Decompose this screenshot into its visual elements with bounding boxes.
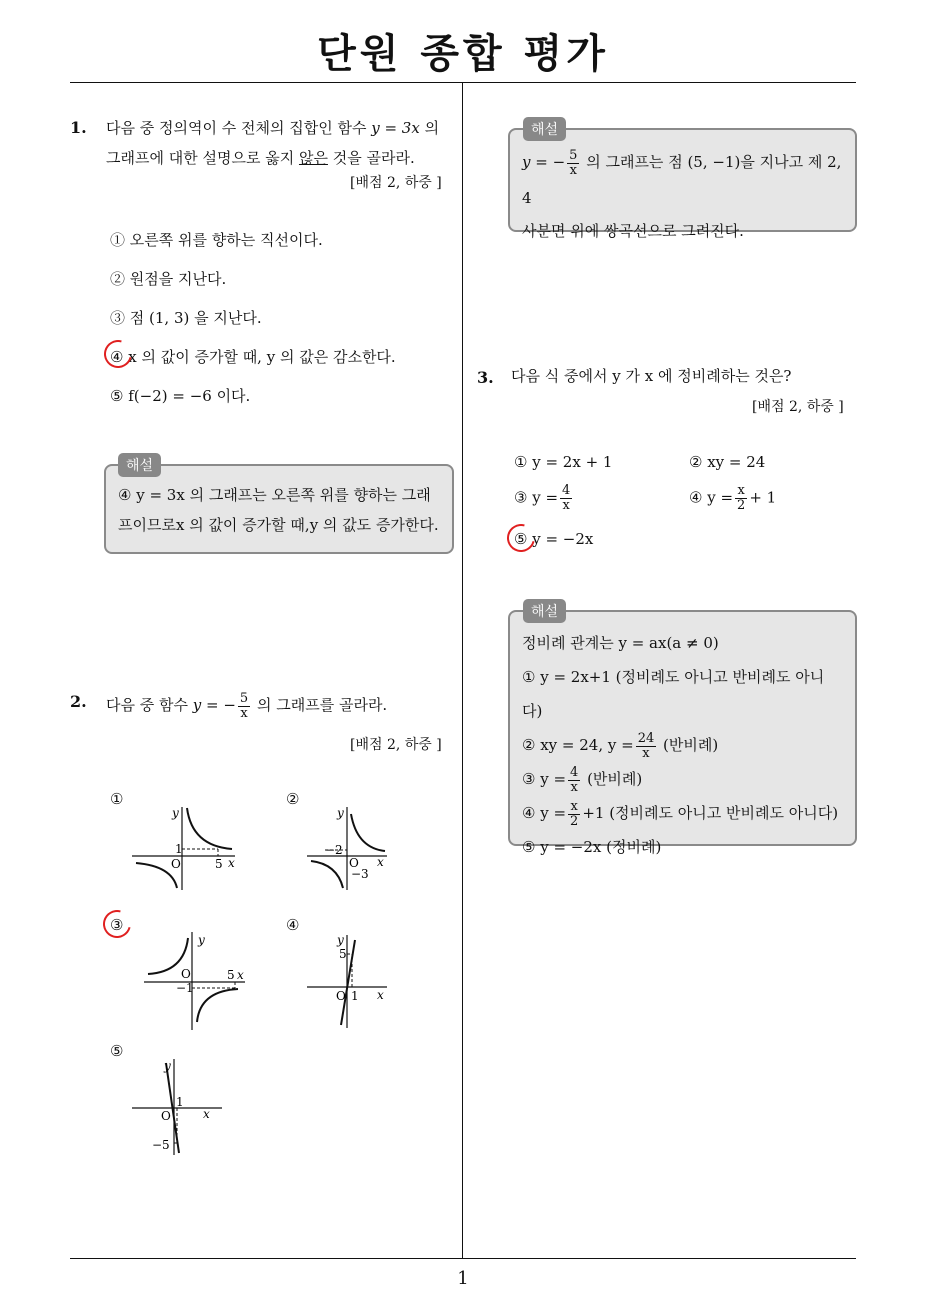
q3-answer-line-2: ① y = 2x+1 (정비례도 아니고 반비례도 아니다) <box>522 668 825 720</box>
q2-answer-tag: 해설 <box>523 117 566 141</box>
q3-number: 3. <box>477 368 494 387</box>
graph1-tick-1: 1 <box>175 842 183 856</box>
q3-answer-line-6: ⑤ y = −2x (정비례) <box>522 838 662 856</box>
top-rule <box>70 82 856 83</box>
graph2-x-label: x <box>377 855 384 869</box>
q3-option-4[interactable]: ④ y = $\frac{x}{2}$ + 1 <box>689 483 777 513</box>
page-number: 1 <box>457 1268 469 1289</box>
graph1-tick-5: 5 <box>215 857 223 871</box>
q2-text: 다음 중 함수 y = − $\frac{5}{x}$ 의 그래프를 골라라. <box>106 690 388 721</box>
q3-option-3[interactable]: ③ y = $\frac{4}{x}$ <box>514 483 571 513</box>
graph5-x-label: x <box>203 1107 210 1121</box>
graph1-y-label: y <box>172 806 179 820</box>
graph-3 <box>140 928 255 1033</box>
graph3-y-label: y <box>198 933 205 947</box>
q1-option-4[interactable]: ④ x 의 값이 증가할 때, y 의 값은 감소한다. <box>110 348 396 366</box>
answer-mark-circle <box>99 335 137 373</box>
q1-option-3[interactable]: ③ 점 (1, 3) 을 지난다. <box>110 309 262 327</box>
graph3-tick-5: 5 <box>227 968 235 982</box>
graph3-tick-m1: −1 <box>176 981 194 995</box>
graph4-x-label: x <box>377 988 384 1002</box>
graph5-origin: O <box>161 1109 171 1123</box>
graph-label-2[interactable]: ② <box>286 790 300 808</box>
q3-answer-line-5: ④ y = $\frac{x}{2}$ +1 (정비례도 아니고 반비례도 아니다) <box>522 798 839 829</box>
page-title: 단원 종합 평가 <box>317 31 609 77</box>
q3-option-5[interactable]: ⑤ y = −2x <box>514 530 594 548</box>
graph2-y-label: y <box>337 806 344 820</box>
graph4-tick-1: 1 <box>351 989 359 1003</box>
q1-answer-line-2: 프이므로x 의 값이 증가할 때,y 의 값도 증가한다. <box>118 516 439 534</box>
q1-number: 1. <box>70 118 87 137</box>
graph-5 <box>130 1055 230 1160</box>
q1-score: [배점 2, 하중 ] <box>350 175 442 191</box>
q3-answer-line-1: 정비례 관계는 y = ax(a ≠ 0) <box>522 634 719 652</box>
graph2-tick-m2: −2 <box>325 843 343 857</box>
graph1-origin: O <box>171 857 181 871</box>
graph3-origin: O <box>181 967 191 981</box>
q2-answer-line-1: y = − $\frac{5}{x}$ 의 그래프는 점 (5, −1)을 지나고 제 2, 4 <box>522 147 842 207</box>
answer-mark-circle <box>98 905 136 943</box>
graph3-x-label: x <box>237 968 244 982</box>
q3-answer-box <box>508 610 857 856</box>
graph-label-1[interactable]: ① <box>110 790 124 808</box>
graph-1 <box>130 802 250 892</box>
q1-option-5[interactable]: ⑤ f(−2) = −6 이다. <box>110 387 251 405</box>
graph2-tick-m3: −3 <box>351 867 369 881</box>
q2-score: [배점 2, 하중 ] <box>350 737 442 753</box>
q3-text: 다음 식 중에서 y 가 x 에 정비례하는 것은? <box>511 367 792 385</box>
graph-label-4[interactable]: ④ <box>286 916 300 934</box>
graph-label-3[interactable]: ③ <box>110 916 124 934</box>
graph-label-5[interactable]: ⑤ <box>110 1042 124 1060</box>
graph-2 <box>305 802 395 892</box>
q1-option-2[interactable]: ② 원점을 지난다. <box>110 270 227 288</box>
q3-answer-line-4: ③ y = $\frac{4}{x}$ (반비례) <box>522 764 643 795</box>
graph5-tick-1: 1 <box>176 1095 184 1109</box>
answer-mark-circle <box>502 519 540 557</box>
graph-4 <box>305 930 395 1030</box>
q1-answer-line-1: ④ y = 3x 의 그래프는 오른쪽 위를 향하는 그래 <box>118 486 431 504</box>
column-divider <box>462 83 463 1258</box>
q3-answer-line-3: ② xy = 24, y = $\frac{24}{x}$ (반비례) <box>522 730 719 761</box>
q2-number: 2. <box>70 692 87 711</box>
graph1-x-label: x <box>228 856 235 870</box>
q3-option-2[interactable]: ② xy = 24 <box>689 453 766 471</box>
q2-answer-line-2: 사분면 위에 쌍곡선으로 그려진다. <box>522 222 744 240</box>
graph5-y-label: y <box>164 1059 171 1073</box>
q1-option-1[interactable]: ① 오른쪽 위를 향하는 직선이다. <box>110 231 323 249</box>
q1-answer-tag: 해설 <box>118 453 161 477</box>
q2-answer-box <box>508 128 857 240</box>
graph4-tick-5: 5 <box>339 947 347 961</box>
q3-answer-tag: 해설 <box>523 599 566 623</box>
graph4-origin: O <box>336 989 346 1003</box>
bottom-rule <box>70 1258 856 1259</box>
graph2-origin: O <box>349 856 359 870</box>
q1-text: 다음 중 정의역이 수 전체의 집합인 함수 y = 3x 의 그래프에 대한 설명으로 옳지 않은 것을 골라라. <box>106 119 440 167</box>
q1-answer-box <box>104 464 454 554</box>
q3-option-1[interactable]: ① y = 2x + 1 <box>514 453 613 471</box>
graph4-y-label: y <box>337 933 344 947</box>
graph5-tick-m5: −5 <box>152 1138 170 1152</box>
q3-score: [배점 2, 하중 ] <box>752 399 844 415</box>
